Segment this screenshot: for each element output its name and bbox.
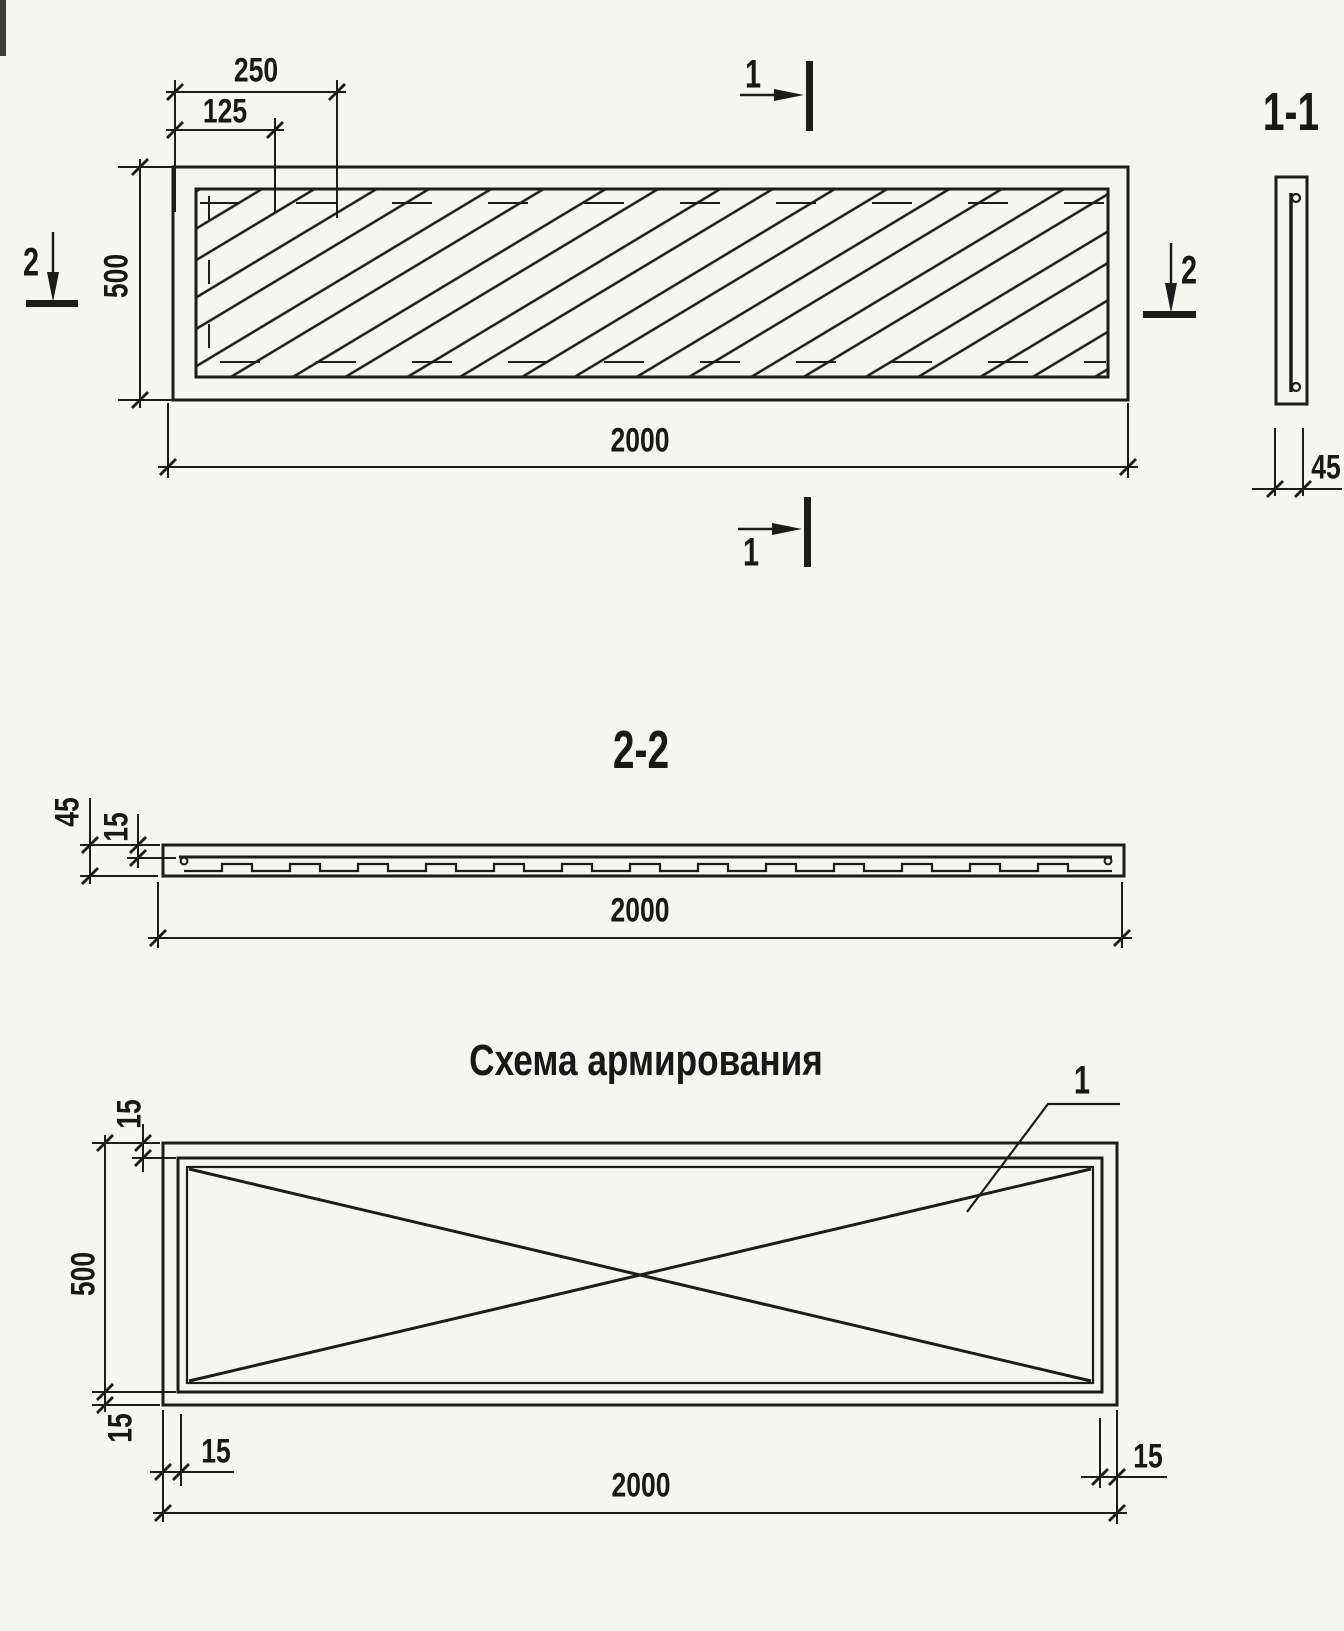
scheme-dim-15-bottom-right: 15 [1133,1437,1163,1476]
rebar-callout-label: 1 [1073,1058,1091,1103]
section-2-2-dim-2000: 2000 [610,891,670,930]
scheme-dim-2000: 2000 [611,1466,671,1505]
section-mark-1-top-label: 1 [744,52,762,97]
scheme-dim-500: 500 [64,1251,103,1297]
section-1-1-title: 1-1 [1262,82,1320,142]
section-mark-2-right-label: 2 [1180,248,1198,293]
section-1-1-dim-45: 45 [1311,448,1341,487]
plan-dim-250: 250 [233,51,279,90]
scheme-title: Схема армирования [469,1036,823,1085]
cut-bar-2-right [1143,311,1196,318]
section-2-2-dim-45: 45 [48,797,87,827]
section-mark-2-left-label: 2 [22,240,40,285]
section-2-2-title: 2-2 [612,720,670,780]
scan-edge-artifact [0,0,6,56]
plan-hatched-area [196,189,1108,377]
cut-bar-2-left [26,300,78,307]
scheme-dim-15-bottom-left: 15 [201,1432,231,1471]
section-mark-1-bottom-label: 1 [742,530,760,575]
cut-bar-1-bottom [804,497,811,567]
scheme-dim-15-top: 15 [110,1099,149,1129]
section-2-2-dim-15: 15 [97,812,136,842]
plan-dim-500: 500 [97,253,136,299]
scheme-dim-15-bottom-left-v: 15 [101,1413,140,1443]
cut-bar-1-top [806,61,813,131]
plan-dim-125: 125 [202,92,248,131]
plan-dim-2000: 2000 [610,421,670,460]
